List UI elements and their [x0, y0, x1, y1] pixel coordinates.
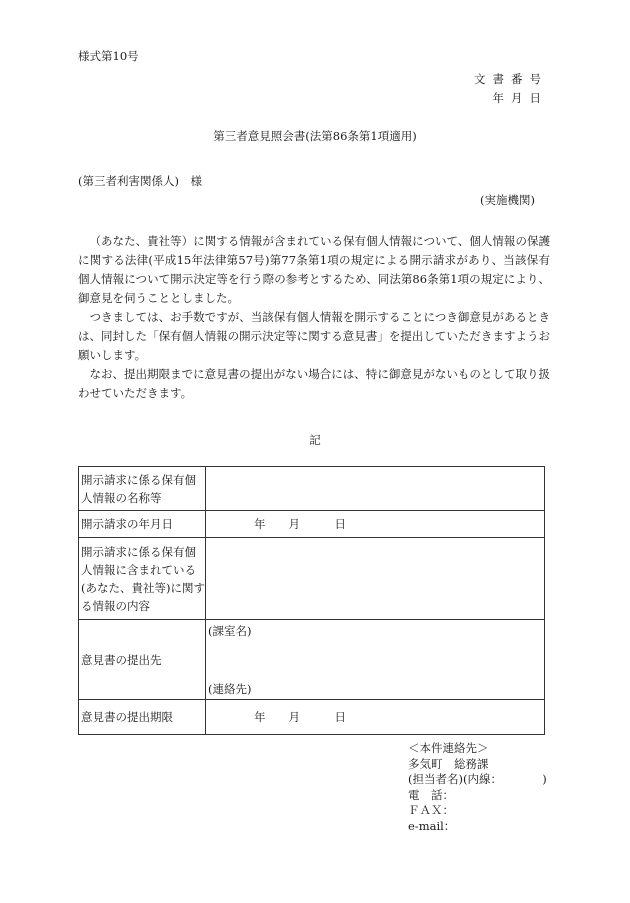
row-label-info-name: 開示請求に係る保有個人情報の名称等	[79, 467, 206, 511]
table-row	[79, 620, 545, 700]
contact-info-label: (連絡先)	[208, 682, 252, 696]
document-title: 第三者意見照会書(法第86条第1項適用)	[213, 129, 417, 143]
contact-dept: 多気町 総務課	[408, 756, 489, 771]
sender-agency: (実施機関)	[480, 193, 535, 207]
form-number: 様式第10号	[78, 49, 139, 63]
row-value-info-content	[206, 538, 545, 620]
contact-heading: ＜本件連絡先＞	[408, 741, 489, 755]
paragraph-1: （あなた、貴社等）に関する情報が含まれている保有個人情報について、個人情報の保護に関する法律(平成15年法律第57号)第77条第1項の規定による開示請求があり、当該保有個人情報について開示決定等を行う際の参考とするため、同法第86条第1項の規定により、御意見を伺うこととしました。	[78, 234, 550, 305]
table-row	[79, 538, 545, 620]
table-row	[79, 700, 545, 735]
document-header	[440, 70, 548, 108]
contact-tel: 電 話：	[408, 787, 454, 802]
row-label-request-date: 開示請求の年月日	[79, 511, 206, 538]
paragraph-3: なお、提出期限までに意見書の提出がない場合には、特に御意見がないものとして取り扱わせていただきます。	[78, 367, 550, 400]
section-name-label: (課室名)	[208, 624, 252, 638]
row-value-submit-to	[206, 620, 545, 700]
ki-marker: 記	[309, 433, 321, 447]
contact-fax: ＦＡＸ：	[408, 803, 454, 817]
row-label-submit-to: 意見書の提出先	[79, 620, 206, 700]
row-label-deadline: 意見書の提出期限	[79, 700, 206, 735]
contact-email: e-mail：	[408, 818, 456, 833]
paragraph-2: つきましては、お手数ですが、当該保有個人情報を開示することにつき御意見があるときは、同封した「保有個人情報の開示決定等に関する意見書」を提出していただきますようお願いします。	[78, 310, 550, 362]
addressee: (第三者利害関係人) 様	[78, 174, 202, 188]
date-label: 年月日	[492, 91, 548, 105]
document-number-label: 文書番号	[474, 72, 548, 86]
contact-person: (担当者名)(内線： )	[408, 772, 547, 786]
row-value-info-name	[206, 467, 545, 511]
row-value-deadline: 年 月 日	[206, 700, 545, 735]
table-row	[79, 467, 545, 511]
table-row	[79, 511, 545, 538]
row-label-info-content: 開示請求に係る保有個人情報に含まれている(あなた、貴社等)に関する情報の内容	[79, 538, 206, 620]
info-table	[78, 466, 545, 735]
row-value-request-date: 年 月 日	[206, 511, 545, 538]
contact-block	[408, 741, 578, 834]
body-text	[78, 232, 550, 403]
